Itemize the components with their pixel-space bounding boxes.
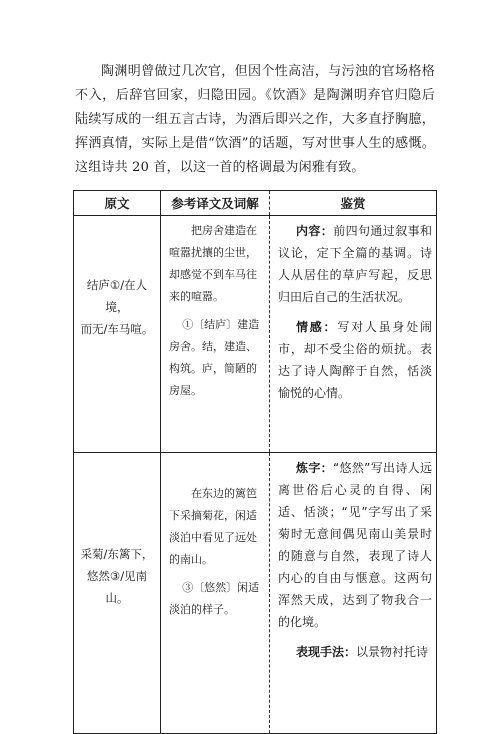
original-line: 而无/车马喧。: [80, 322, 154, 336]
table-row: [74, 216, 437, 453]
table-header-row: [74, 191, 437, 216]
header-appreciation: 鉴赏: [270, 191, 437, 216]
appreciation-tag: 内容：: [296, 224, 334, 238]
original-cell: [74, 453, 161, 734]
appreciation-paragraph: [278, 457, 432, 633]
appreciation-paragraph: [278, 641, 432, 663]
word-note: ①〔结庐〕建造房舍。结，建造、构筑。庐，简陋的房屋。: [169, 318, 260, 397]
original-line: 采菊/东篱下，: [80, 547, 154, 561]
appreciation-cell: [270, 453, 437, 734]
intro-section: [75, 60, 435, 180]
appreciation-tag: 炼字：: [296, 461, 333, 475]
header-original: 原文: [74, 191, 161, 216]
table-row: [74, 453, 437, 734]
appreciation-text: 前四句通过叙事和议论，定下全篇的基调。诗人从居住的草庐写起，反思归田后自己的生活状况。: [278, 224, 432, 304]
original-line: 悠然③/见南山。: [86, 569, 148, 605]
poem-table: [73, 190, 437, 734]
word-note: ③〔悠然〕闲适淡泊的样子。: [169, 581, 260, 616]
translation-cell: [161, 453, 270, 734]
original-line: 结庐①/在人境，: [86, 278, 148, 314]
appreciation-tag: 情感：: [296, 320, 338, 334]
appreciation-tag: 表现手法：: [296, 645, 357, 659]
translation-cell: [161, 216, 270, 453]
translation-text: 在东边的篱笆下采摘菊花，闲适淡泊中看见了远处的南山。: [169, 487, 257, 566]
appreciation-cell: [270, 216, 437, 453]
appreciation-text: 以景物衬托诗: [356, 645, 429, 659]
appreciation-paragraph: [278, 220, 432, 308]
intro-paragraph: 陶渊明曾做过几次官，但因个性高洁，与污浊的官场格格不入，后辞官回家，归隐田园。《饮酒》是陶渊明弃官归隐后陆续写成的一组五言古诗，为酒后即兴之作，大多直抒胸臆，挥洒真情，实际上是借“饮酒”的话题，写对世事人生的感慨。这组诗共 20 首，以这一首的格调最为闲雅有致。: [75, 64, 435, 175]
appreciation-text: “悠然”写出诗人远离世俗后心灵的自得、闲适、恬淡；“见”字写出了采菊时无意间偶见南山美景时的随意与自然，表现了诗人内心的自由与惬意。这两句浑然天成，达到了物我合一的化境。: [278, 461, 432, 629]
header-translation: 参考译文及词解: [161, 191, 270, 216]
appreciation-text: 写对人虽身处闹市，却不受尘俗的烦扰。表达了诗人陶醉于自然，恬淡愉悦的心情。: [278, 320, 432, 400]
translation-text: 把房舍建造在喧嚣扰攘的尘世，却感觉不到车马往来的喧嚣。: [169, 224, 257, 303]
appreciation-paragraph: [278, 316, 432, 404]
original-cell: [74, 216, 161, 453]
